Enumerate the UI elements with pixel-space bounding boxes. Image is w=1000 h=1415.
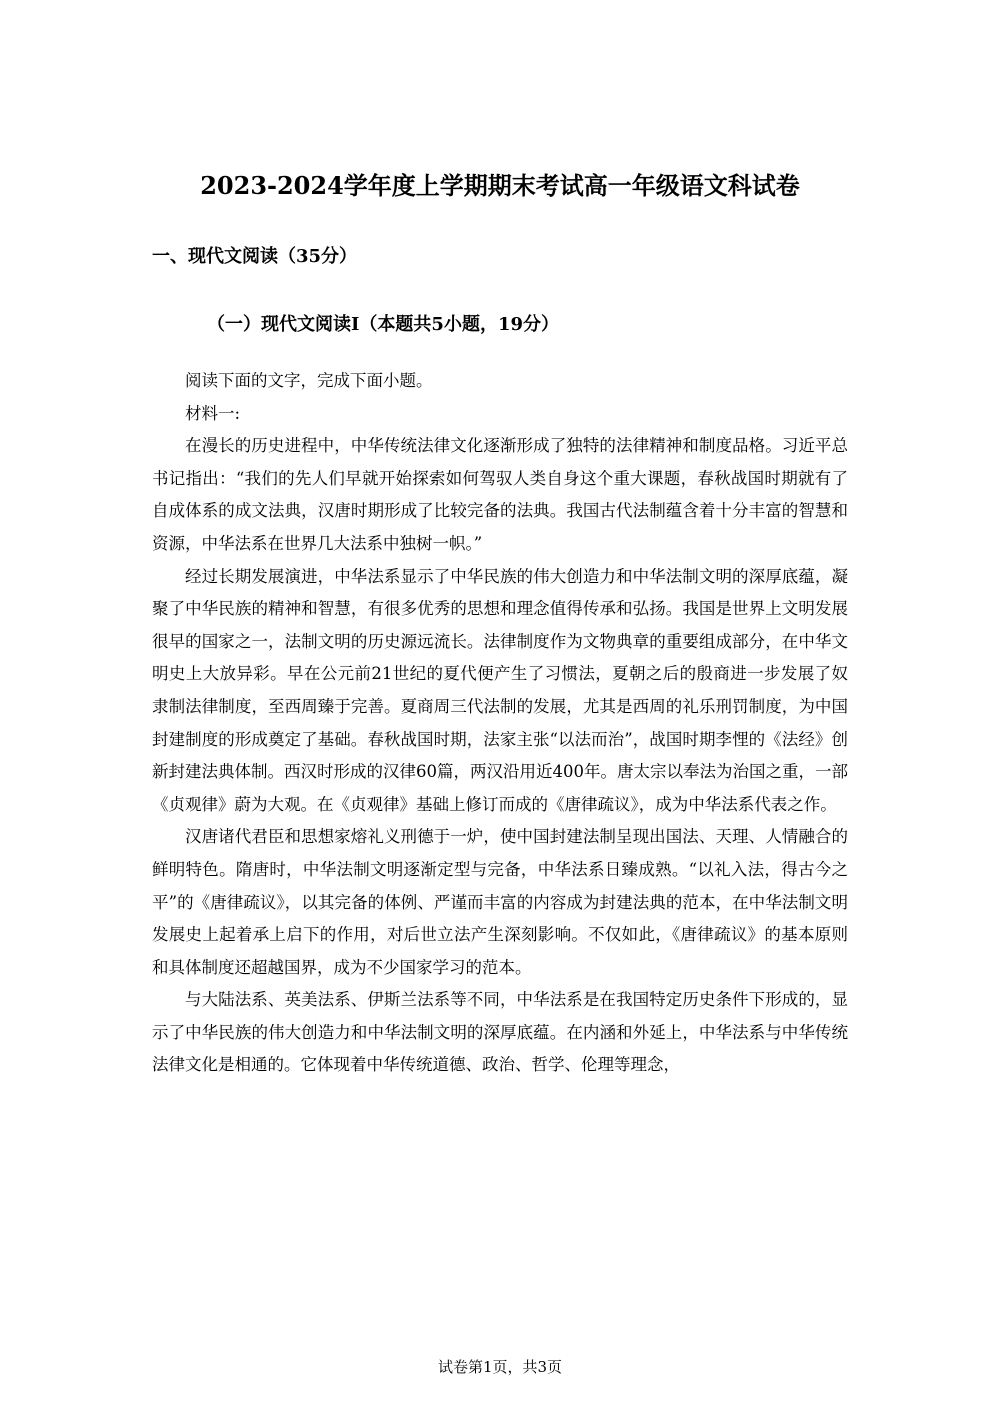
passage-paragraph: 汉唐诸代君臣和思想家熔礼义刑德于一炉，使中国封建法制呈现出国法、天理、人情融合的鲜明特色。隋唐时，中华法制文明逐渐定型与完备，中华法系日臻成熟。“以礼入法，得古今之平”的《唐律疏议》，以其完备的体例、严谨而丰富的内容成为封建法典的范本，在中华法制文明发展史上起着承上启下的作用，对后世立法产生深刻影响。不仅如此，《唐律疏议》的基本原则和具体制度还超越国界，成为不少国家学习的范本。	[152, 827, 848, 977]
passage-paragraph: 在漫长的历史进程中，中华传统法律文化逐渐形成了独特的法律精神和制度品格。习近平总书记指出：“我们的先人们早就开始探索如何驾驭人类自身这个重大课题，春秋战国时期就有了自成体系的成文法典，汉唐时期形成了比较完备的法典。我国古代法制蕴含着十分丰富的智慧和资源，中华法系在世界几大法系中独树一帜。”	[152, 436, 848, 553]
subsection-heading: （一）现代文阅读Ⅰ（本题共5小题，19分）	[207, 314, 559, 335]
passage-paragraph: 与大陆法系、英美法系、伊斯兰法系等不同，中华法系是在我国特定历史条件下形成的，显示了中华民族的伟大创造力和中华法制文明的深厚底蕴。在内涵和外延上，中华法系与中华传统法律文化是相通的。它体现着中华传统道德、政治、哲学、伦理等理念，	[152, 990, 848, 1075]
reading-passage	[152, 365, 848, 1082]
page-number-footer: 试卷第1页，共3页	[437, 1358, 563, 1376]
material-label: 材料一:	[185, 403, 241, 423]
exam-title: 2023-2024学年度上学期期末考试高一年级语文科试卷	[200, 171, 800, 200]
passage-paragraph: 经过长期发展演进，中华法系显示了中华民族的伟大创造力和中华法制文明的深厚底蕴，凝聚了中华民族的精神和智慧，有很多优秀的思想和理念值得传承和弘扬。我国是世界上文明发展很早的国家之一，法制文明的历史源远流长。法律制度作为文物典章的重要组成部分，在中华文明史上大放异彩。早在公元前21世纪的夏代便产生了习惯法，夏朝之后的殷商进一步发展了奴隶制法律制度，至西周臻于完善。夏商周三代法制的发展，尤其是西周的礼乐刑罚制度，为中国封建制度的形成奠定了基础。春秋战国时期，法家主张“以法而治”，战国时期李悝的《法经》创新封建法典体制。西汉时形成的汉律60篇，两汉沿用近400年。唐太宗以奉法为治国之重，一部《贞观律》蔚为大观。在《贞观律》基础上修订而成的《唐律疏议》，成为中华法系代表之作。	[152, 566, 848, 814]
instruction-text: 阅读下面的文字，完成下面小题。	[185, 371, 433, 390]
section-heading: 一、现代文阅读（35分）	[152, 246, 358, 267]
